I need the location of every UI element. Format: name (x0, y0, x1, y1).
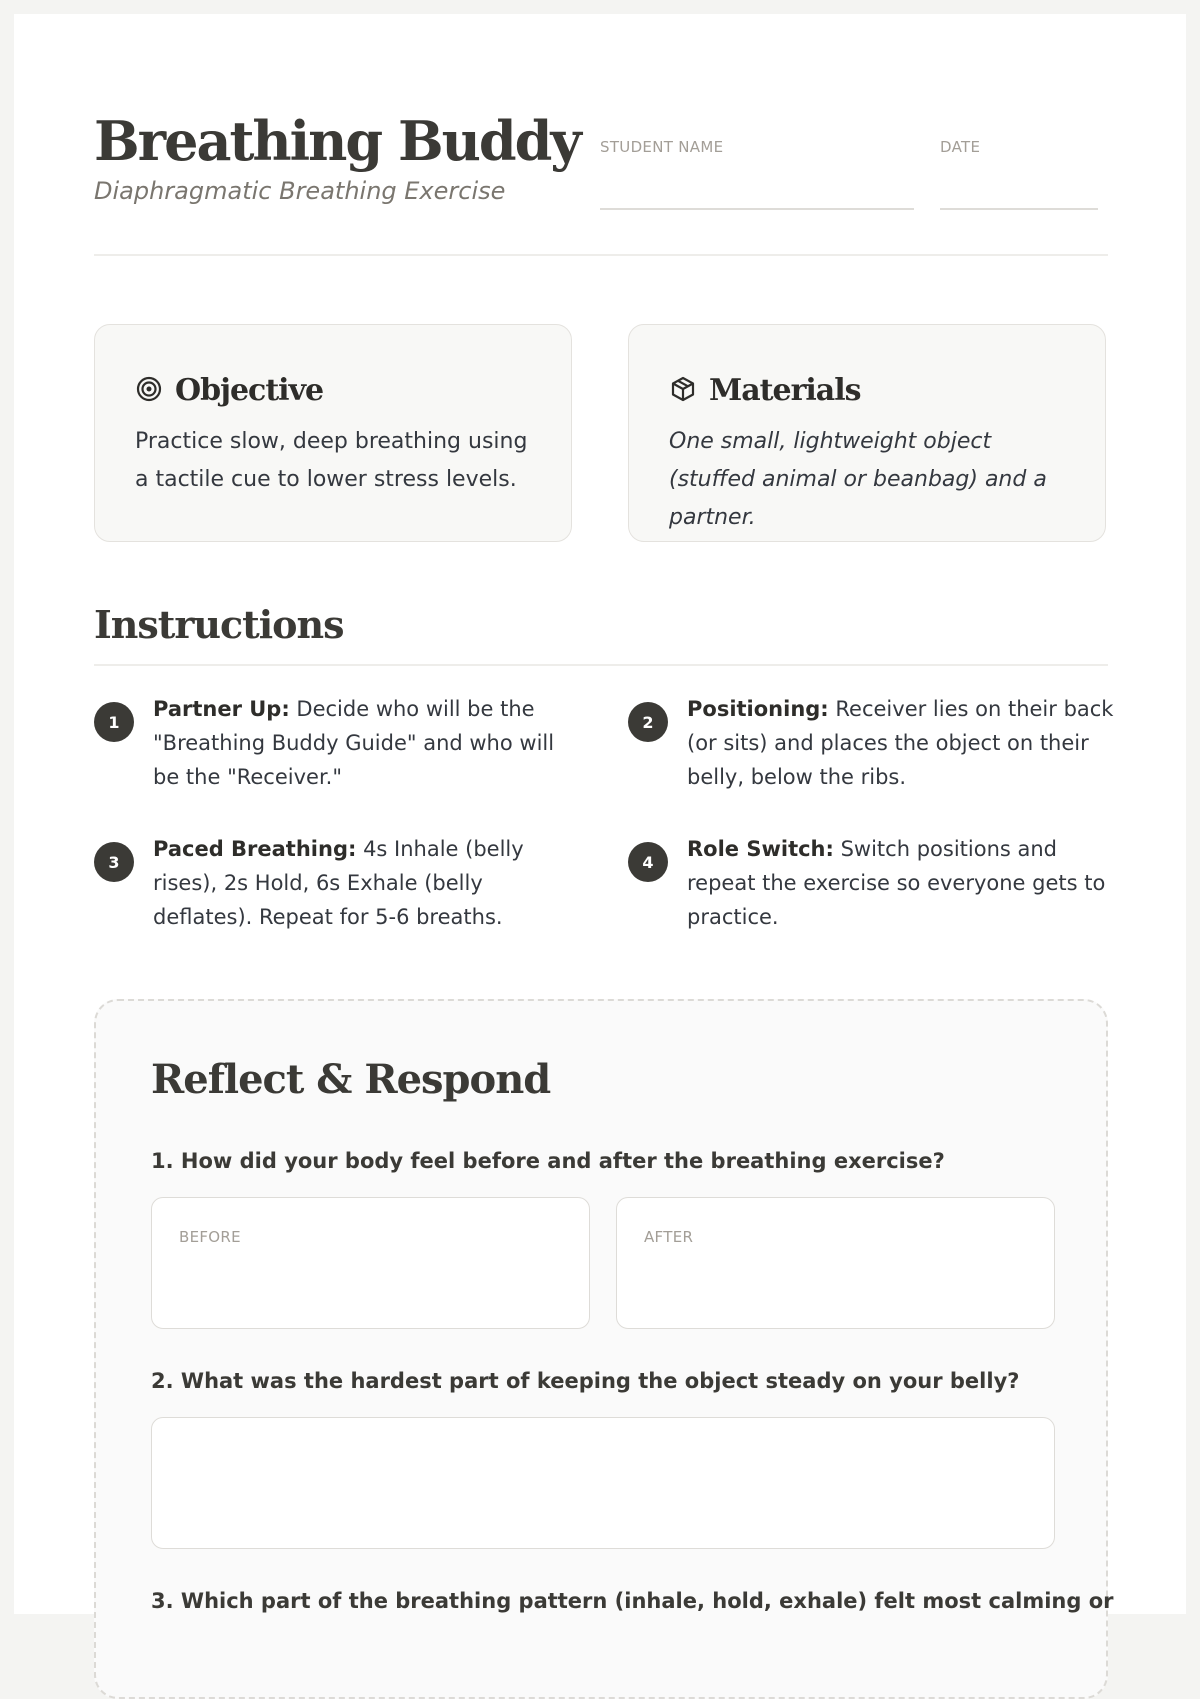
before-answer-box[interactable] (151, 1197, 590, 1329)
step-label: Paced Breathing: (153, 837, 357, 861)
header-divider (94, 254, 1108, 256)
instructions-divider (94, 664, 1108, 666)
objective-card (94, 324, 572, 542)
question-3: 3. Which part of the breathing pattern (inhale, hold, exhale) felt most calming or (151, 1589, 1114, 1613)
materials-card (628, 324, 1106, 542)
reflect-title: Reflect & Respond (151, 1056, 551, 1103)
question-2-answer-box[interactable] (151, 1417, 1055, 1549)
instructions-title: Instructions (94, 602, 344, 647)
materials-text: One small, lightweight object (stuffed animal or beanbag) and a partner. (669, 429, 1047, 530)
step-text (687, 832, 1117, 934)
after-answer-box[interactable] (616, 1197, 1055, 1329)
step-text (687, 692, 1117, 794)
step-label: Positioning: (687, 697, 829, 721)
step-number-badge: 3 (94, 842, 134, 882)
before-label: BEFORE (179, 1228, 241, 1246)
step-text (153, 832, 583, 934)
question-1: 1. How did your body feel before and after the breathing exercise? (151, 1149, 945, 1173)
step-text (153, 692, 583, 794)
after-label: AFTER (644, 1228, 694, 1246)
question-2: 2. What was the hardest part of keeping the object steady on your belly? (151, 1369, 1020, 1393)
objective-title: Objective (175, 373, 324, 408)
date-label: DATE (940, 138, 981, 156)
step-label: Partner Up: (153, 697, 290, 721)
objective-text: Practice slow, deep breathing using a tactile cue to lower stress levels. (135, 429, 528, 492)
date-field[interactable] (940, 208, 1098, 210)
reflect-section (94, 999, 1114, 1699)
step-number-badge: 1 (94, 702, 134, 742)
materials-header (669, 373, 861, 408)
student-name-label: STUDENT NAME (600, 138, 724, 156)
page-subtitle: Diaphragmatic Breathing Exercise (94, 177, 506, 205)
target-icon (135, 375, 163, 407)
step-description: Receiver lies on their back (or sits) and places the object on their belly, below the ribs. (687, 697, 1114, 789)
step-number-badge: 2 (628, 702, 668, 742)
objective-header (135, 373, 323, 408)
page-title: Breathing Buddy (94, 109, 580, 173)
step-number-badge: 4 (628, 842, 668, 882)
step-description: 4s Inhale (belly rises), 2s Hold, 6s Exhale (belly deflates). Repeat for 5-6 breaths. (153, 837, 524, 929)
step-description: Decide who will be the "Breathing Buddy Guide" and who will be the "Receiver." (153, 697, 555, 789)
step-label: Role Switch: (687, 837, 834, 861)
student-name-field[interactable] (600, 208, 914, 210)
box-icon (669, 375, 697, 407)
materials-title: Materials (709, 373, 861, 408)
worksheet-page (14, 14, 1186, 1614)
step-description: Switch positions and repeat the exercise so everyone gets to practice. (687, 837, 1106, 929)
